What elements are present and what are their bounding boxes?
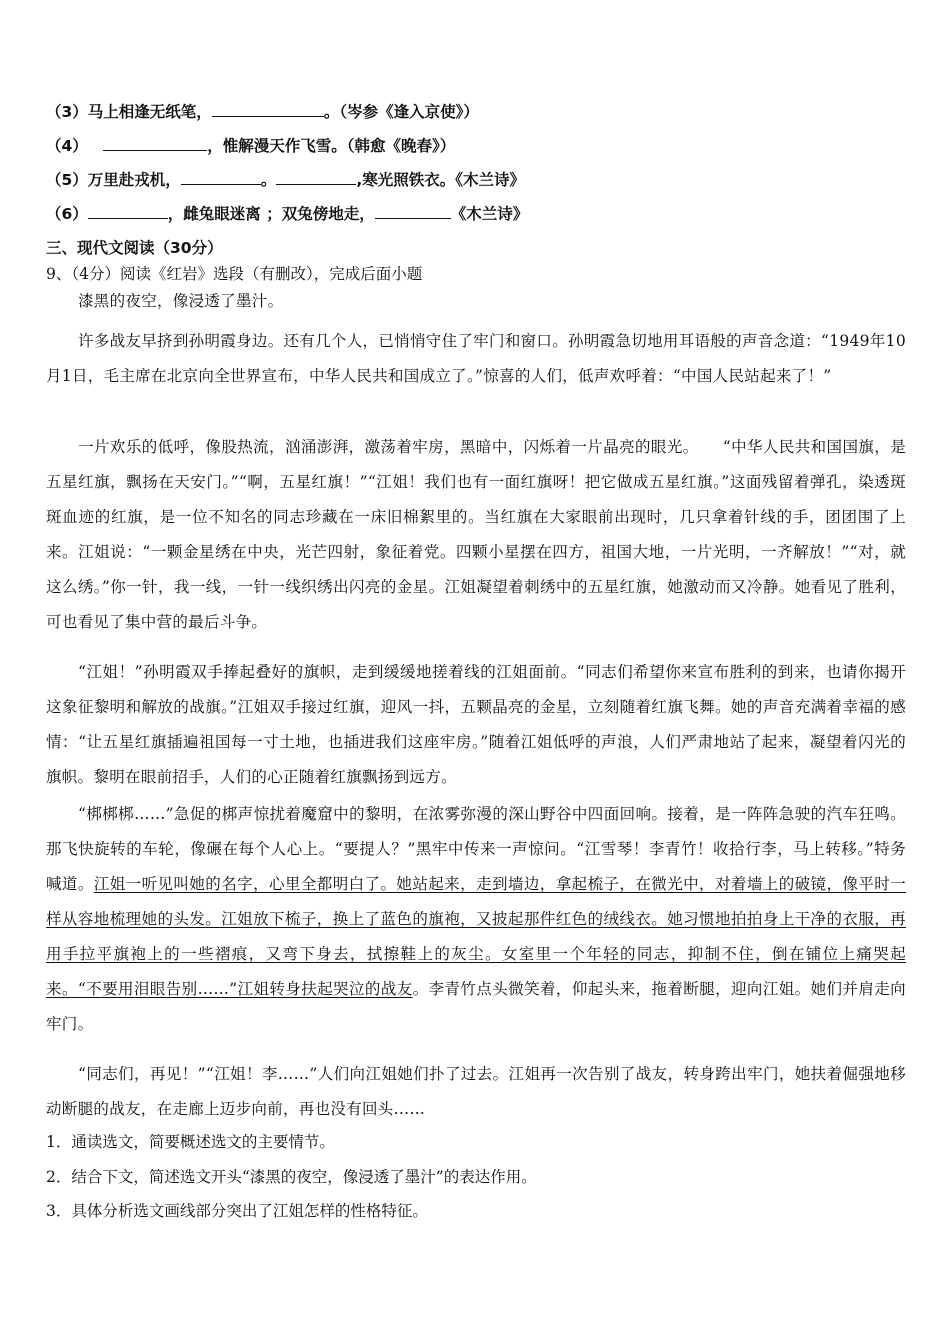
answer-blank[interactable] xyxy=(181,170,261,185)
paragraph-text: “同志们，再见！”“江姐！李……”人们向江姐她们扑了过去。江姐再一次告别了战友，转身跨出牢门，她扶着倔强地移动断腿的战友，在走廊上迈步向前，再也没有回头…… xyxy=(46,1065,906,1118)
paragraph-text: “梆梆梆……”急促的梆声惊扰着魔窟中的黎明，在浓雾弥漫的深山野谷中四面回响。接着，是一阵阵急驶的汽车狂鸣。那飞快旋转的车轮，像碾在每个人心上。“要提人？”黑牢中传来一声惊问。“江雪琴！李青竹！收拾行李，马上转移。”特务喊道。 xyxy=(46,805,906,893)
fill-in-source: 《木兰诗》 xyxy=(450,205,529,223)
fill-in-number: （6） xyxy=(46,205,88,223)
passage-paragraph xyxy=(46,655,906,795)
fill-in-text: 马上相逢无纸笔， xyxy=(87,103,212,121)
underlined-passage: 江姐一听见叫她的名字，心里全都明白了。她站起来，走到墙边，拿起梳子，在微光中，对着墙上的破镜，像平时一样从容地梳理她的头发。江姐放下梳子，换上了蓝色的旗袍，又披起那件红色的绒线衣。她习惯地拍拍身上干净的衣服，再用手拉平旗袍上的一些褶痕，又弯下身去，拭擦鞋上的灰尘。女室里一个年轻的同志，抑制不住，倒在铺位上痛哭起来。“不要用泪眼告别……”江姐转身扶起哭泣的战友 xyxy=(46,875,906,998)
question-intro: 9、（4分）阅读《红岩》选段（有删改），完成后面小题 xyxy=(46,265,423,283)
fill-in-text xyxy=(88,137,93,155)
fill-in-item-6 xyxy=(46,203,906,225)
sub-question-2: 2．结合下文，简述选文开头“漆黑的夜空，像浸透了墨汁”的表达作用。 xyxy=(46,1168,537,1186)
answer-blank[interactable] xyxy=(103,136,207,151)
fill-in-item-3 xyxy=(46,101,906,123)
passage-paragraph xyxy=(46,1057,906,1127)
fill-in-item-4 xyxy=(46,135,906,157)
answer-blank[interactable] xyxy=(276,170,356,185)
passage-paragraph xyxy=(46,797,906,1042)
fill-in-text: 。 xyxy=(260,171,277,189)
answer-blank[interactable] xyxy=(375,204,451,219)
passage-paragraph xyxy=(46,324,906,394)
fill-in-source: ,寒光照铁衣。《木兰诗》 xyxy=(356,171,525,189)
passage-paragraph xyxy=(46,288,906,314)
fill-in-text: 万里赴戎机， xyxy=(87,171,181,189)
paragraph-text: 一片欢乐的低呼，像股热流，汹涌澎湃，激荡着牢房，黑暗中，闪烁着一片晶亮的眼光。 “中华人民共和国国旗，是五星红旗，飘扬在天安门。”“啊，五星红旗！”“江姐！我们也有一面红旗呀！把它做成五星红旗。”这面残留着弹孔，染透斑斑血迹的红旗，是一位不知名的同志珍藏在一床旧棉絮里的。当红旗在大家眼前出现时，几只拿着针线的手，团团围了上来。江姐说：“一颗金星绣在中央，光芒四射，象征着党。四颗小星摆在四方，祖国大地，一片光明，一齐解放！”“对，就这么绣。”你一针，我一线，一针一线织绣出闪亮的金星。江姐凝望着刺绣中的五星红旗，她激动而又冷静。她看见了胜利，可也看见了集中营的最后斗争。 xyxy=(46,438,906,631)
passage-paragraph xyxy=(46,430,906,640)
answer-blank[interactable] xyxy=(212,102,324,117)
fill-in-number: （4） xyxy=(46,137,88,155)
fill-in-number: （5） xyxy=(46,171,88,189)
fill-in-source: ，惟解漫天作飞雪。（韩愈《晚春》） xyxy=(207,137,456,155)
fill-in-text: ，雌兔眼迷离 ；双兔傍地走， xyxy=(167,205,375,223)
answer-blank[interactable] xyxy=(88,204,168,219)
paragraph-text: “江姐！”孙明霞双手捧起叠好的旗帜，走到缓缓地搓着线的江姐面前。“同志们希望你来宣布胜利的到来，也请你揭开这象征黎明和解放的战旗。”江姐双手接过红旗，迎风一抖，五颗晶亮的金星，立刻随着红旗飞舞。她的声音充满着幸福的感情：“让五星红旗插遍祖国每一寸土地，也插进我们这座牢房。”随着江姐低呼的声浪，人们严肃地站了起来，凝望着闪光的旗帜。黎明在眼前招手，人们的心正随着红旗飘扬到远方。 xyxy=(46,663,906,786)
sub-question-1: 1．通读选文，简要概述选文的主要情节。 xyxy=(46,1133,335,1151)
fill-in-source: 。（岑参《逢入京使》） xyxy=(323,103,479,121)
paragraph-text: 许多战友早挤到孙明霞身边。还有几个人，已悄悄守住了牢门和窗口。孙明霞急切地用耳语般的声音念道：“1949年10月1日，毛主席在北京向全世界宣布，中华人民共和国成立了。”惊喜的人们，低声欢呼着：“中国人民站起来了！” xyxy=(46,332,906,385)
paragraph-text: 。李青竹点头微笑着，仰起头来，拖着断腿，迎向江姐。她们并肩走向牢门。 xyxy=(46,980,906,1033)
paragraph-text: 漆黑的夜空，像浸透了墨汁。 xyxy=(78,292,284,310)
section-title: 三、现代文阅读（30分） xyxy=(46,239,223,257)
sub-question-3: 3．具体分析选文画线部分突出了江姐怎样的性格特征。 xyxy=(46,1202,428,1220)
fill-in-item-5 xyxy=(46,169,906,191)
fill-in-number: （3） xyxy=(46,103,88,121)
